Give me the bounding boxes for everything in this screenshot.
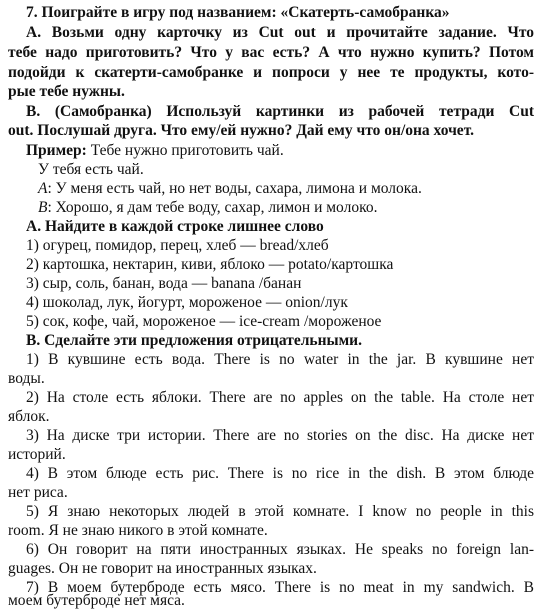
section-b-line-11: 6) Он говорит на пяти иностранных языках. He speaks no foreign lan- (26, 541, 534, 558)
section-b-line-10: room. Я не знаю никого в этой комнате. (8, 522, 268, 539)
speaker-b: В (38, 199, 48, 216)
dialog-text-b: : Хорошо, я дам тебе воду, сахар, лимон и молоко. (47, 199, 378, 216)
section-b-line-12: guages. Он не говорит на иностранных языках. (8, 560, 317, 577)
section-b-line-13: 7) В моем бутерброде есть мясо. There is no meat in my sandwich. В (26, 579, 534, 596)
section-a-item-4: 4) шоколад, лук, йогурт, мороженое — onion/лук (26, 294, 348, 311)
section-a-item-5: 5) сок, кофе, чай, мороженое — ice-cream /мороженое (26, 313, 382, 330)
section-b-heading: В. Сделайте эти предложения отрицательными. (26, 332, 362, 349)
example-label: Пример: (26, 142, 87, 159)
section-a-item-1: 1) огурец, помидор, перец, хлеб — bread/хлеб (26, 237, 329, 254)
section-b-line-5: 3) На диске три истории. There are no stories on the disc. На диске нет (26, 427, 534, 444)
task-7a-line-2: тебе надо приготовить? Что у вас есть? А что нужно купить? Потом (8, 44, 534, 61)
section-b-line-6: историй. (8, 446, 66, 463)
dialog-text-a: : У меня есть чай, но нет воды, сахара, лимона и молока. (47, 180, 422, 197)
section-b-line-9: 5) Я знаю некоторых людей в этой комнате. I know no people in this (26, 503, 534, 520)
task-7a-line-1: А. Возьми одну карточку из Cut out и прочитайте задание. Что (26, 24, 534, 41)
section-b-line-4: яблок. (8, 408, 50, 425)
speaker-a: А (38, 180, 48, 197)
section-a-heading: А. Найдите в каждой строке лишнее слово (26, 218, 324, 235)
task-7-title: 7. Поиграйте в игру под названием: «Скатерть-самобранка» (26, 4, 450, 21)
section-b-line-8: нет риса. (8, 484, 68, 501)
section-a-item-2: 2) картошка, нектарин, киви, яблоко — potato/картошка (26, 256, 394, 273)
example-task-text: Тебе нужно приготовить чай. (90, 142, 284, 159)
task-7a-line-4: рые тебе нужны. (8, 83, 125, 100)
dialog-line-a (38, 180, 550, 198)
dialog-line-b (38, 199, 550, 217)
task-7a-line-3: подойди к скатерти-самобранке и попроси у нее те продукты, кото- (8, 64, 534, 81)
example-line-2: У тебя есть чай. (38, 161, 144, 178)
task-7b-line-1: В. (Самобранка) Используй картинки из рабочей тетради Cut (26, 103, 534, 120)
section-b-line-7: 4) В этом блюде есть рис. There is no rice in the dish. В этом блюде (26, 465, 534, 482)
section-b-line-14: моем бутерброде нет мяса. (8, 592, 185, 609)
section-b-line-2: воды. (8, 370, 45, 387)
section-a-item-3: 3) сыр, соль, банан, вода — banana /банан (26, 275, 302, 292)
task-7b-line-2: out. Послушай друга. Что ему/ей нужно? Дай ему что он/она хочет. (8, 122, 475, 139)
section-b-line-1: 1) В кувшине есть вода. There is no water in the jar. В кувшине нет (26, 351, 534, 368)
example-line-1 (26, 142, 550, 160)
section-b-line-3: 2) На столе есть яблоки. There are no apples on the table. На столе нет (26, 389, 534, 406)
